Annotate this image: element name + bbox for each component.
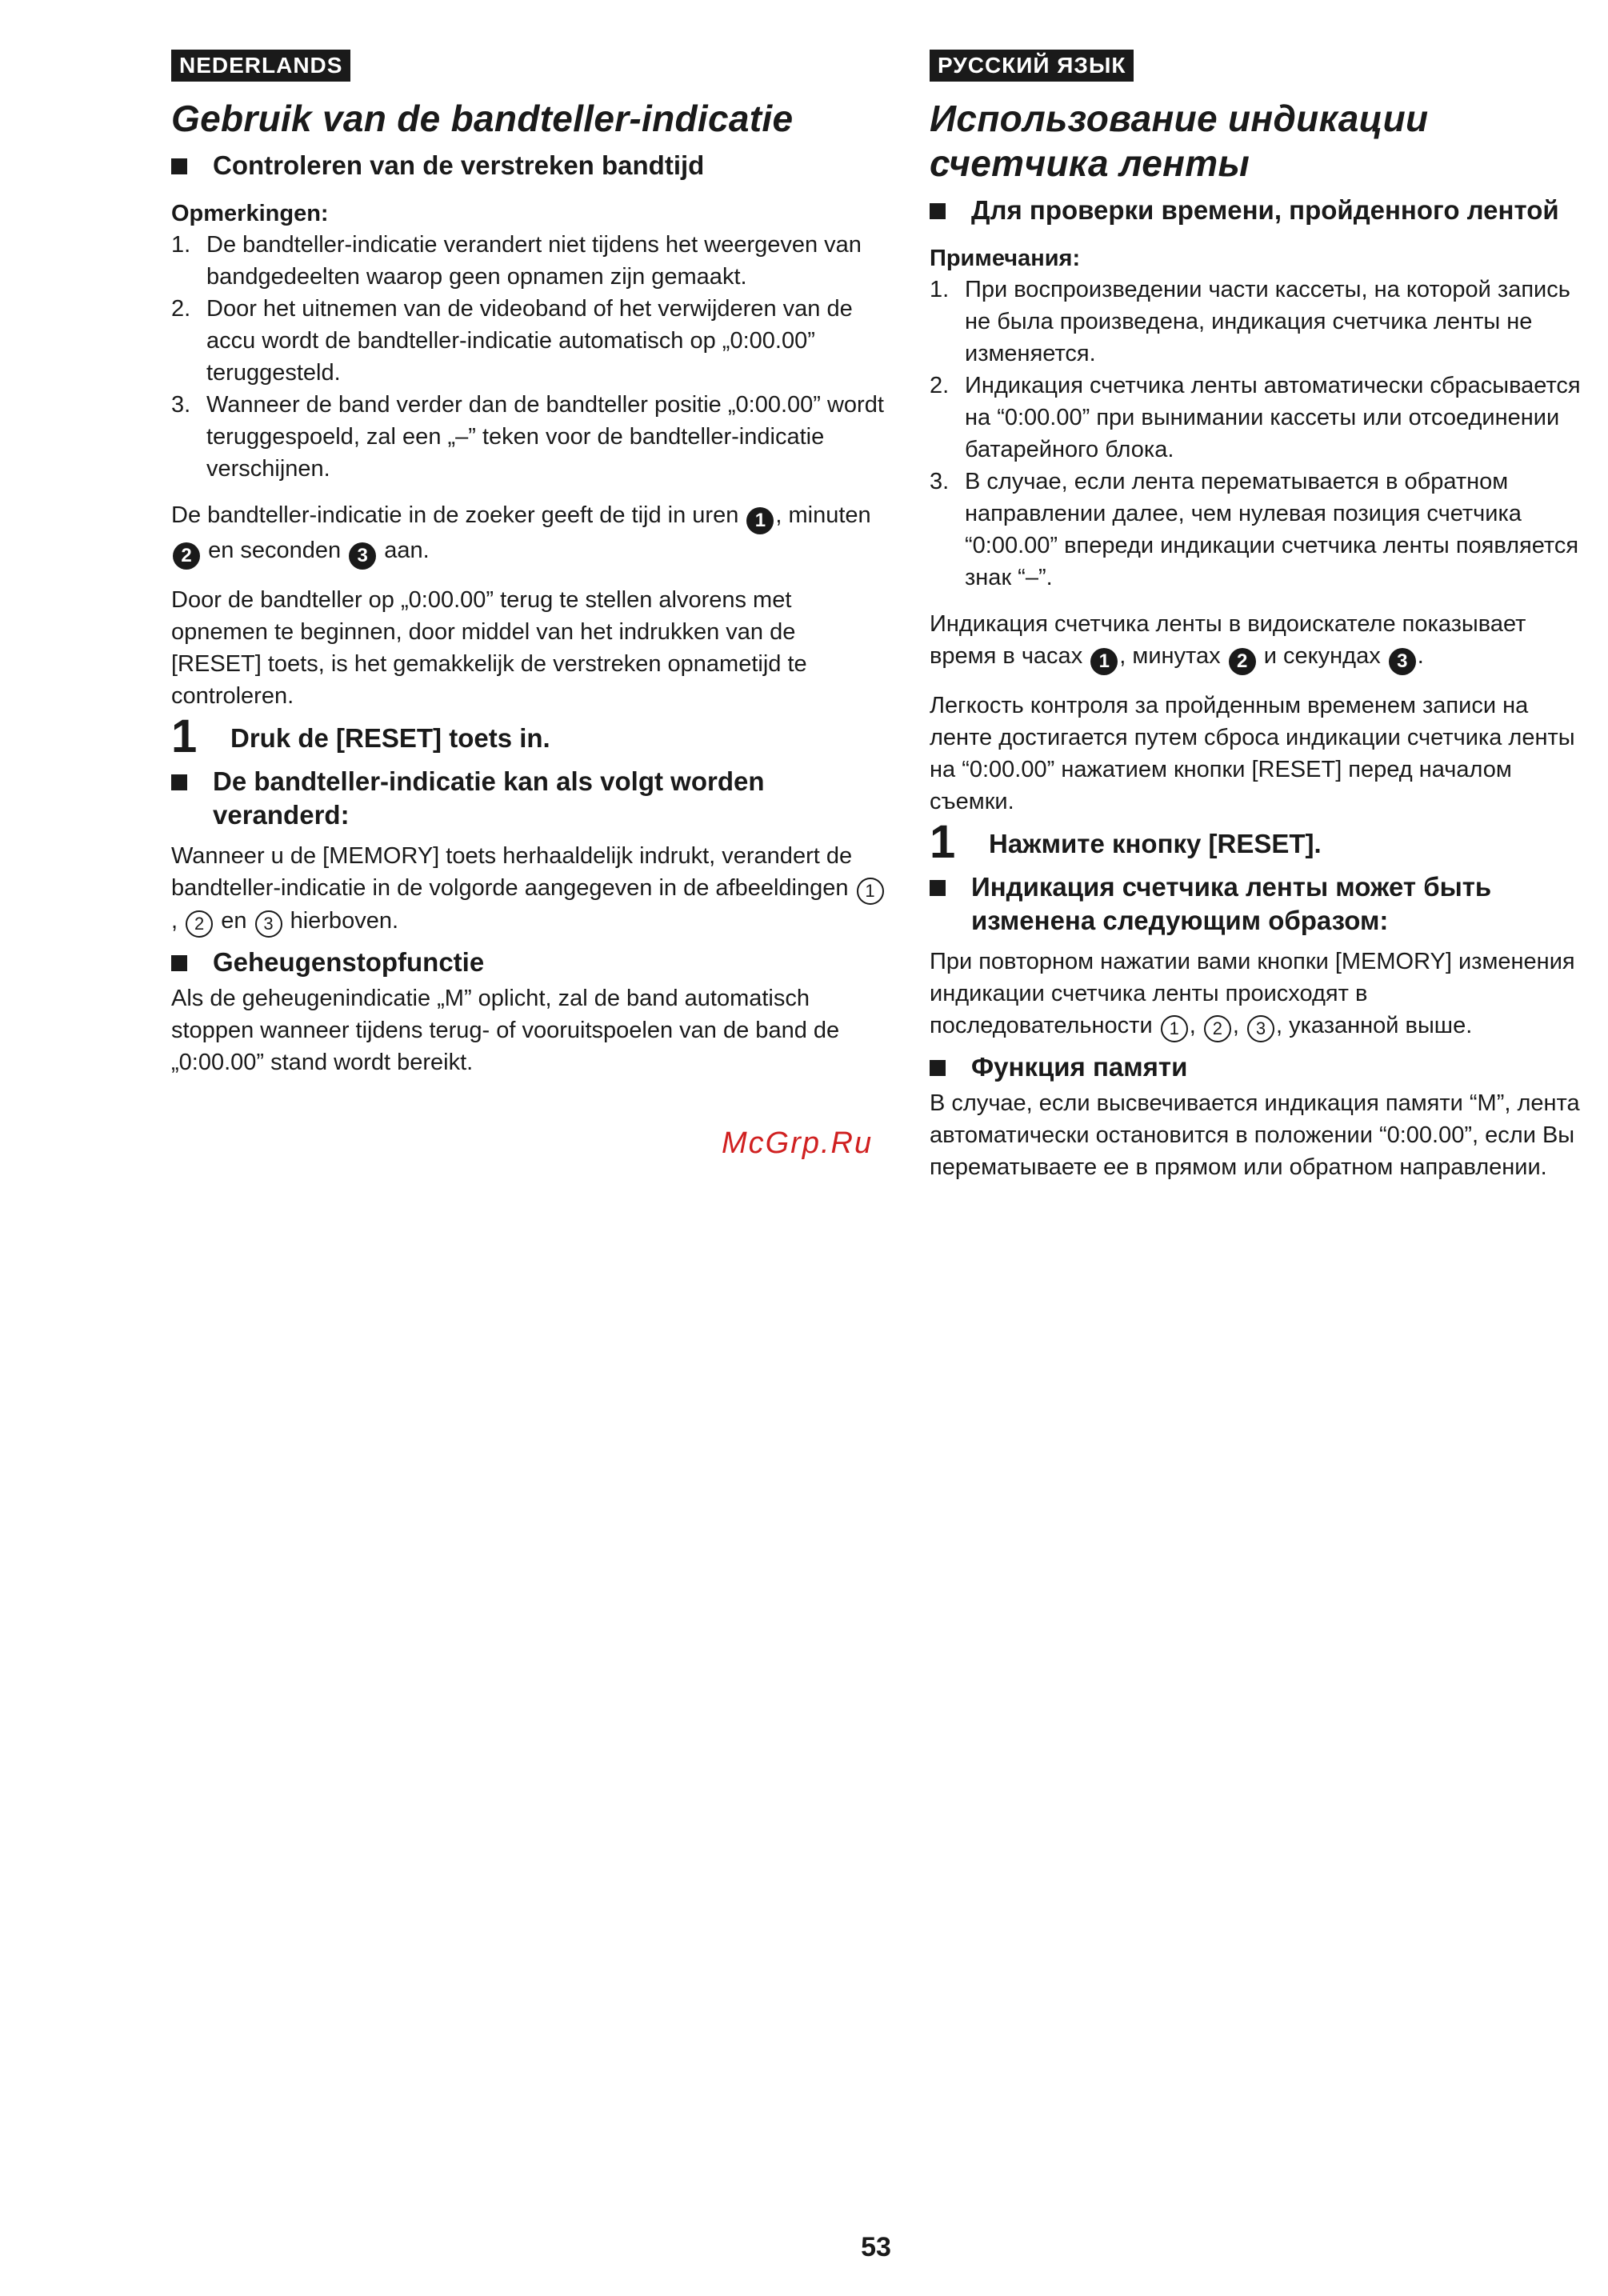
marker-3-icon: 3 [349, 542, 376, 570]
subheading-memory-stop [171, 946, 891, 979]
text-span: , [1189, 1013, 1196, 1038]
language-tab-russian: РУССКИЙ ЯЗЫК [930, 50, 1134, 82]
watermark: McGrp.Ru [722, 1126, 874, 1160]
circled-3-icon: 3 [255, 910, 282, 938]
notes-heading: Примечания: [930, 246, 1081, 271]
circled-2-icon: 2 [186, 910, 213, 938]
subheading-text: Функция памяти [971, 1052, 1188, 1082]
list-item [171, 229, 891, 293]
subheading-text: Для проверки времени, пройденного лентой [971, 195, 1559, 225]
text-span: , minuten [775, 502, 871, 528]
note-number: 1. [930, 277, 950, 302]
column-dutch [171, 50, 891, 1078]
text-span: При повторном нажатии вами кнопки [MEMORY] изменения индикации счетчика ленты происходят в последовательности [930, 949, 1575, 1038]
text-span: , указанной выше. [1275, 1013, 1473, 1038]
note-text: De bandteller-indicatie verandert niet tijdens het weergeven van bandgedeelten waarop geen opnamen zijn gemaakt. [206, 232, 862, 290]
list-item [171, 389, 891, 485]
bullet-square-icon [171, 158, 187, 174]
list-item [930, 370, 1586, 466]
step-text: Нажмите кнопку [RESET]. [989, 829, 1322, 858]
subheading-change-display [171, 765, 891, 832]
note-number: 2. [171, 296, 191, 322]
text-span: hierboven. [290, 908, 399, 934]
text-span: De bandteller-indicatie in de zoeker geeft de tijd in uren [171, 502, 739, 528]
text-span: en [221, 908, 247, 934]
column-russian [930, 50, 1586, 1183]
paragraph-memory-function: В случае, если высвечивается индикация памяти “M”, лента автоматически остановится в положении “0:00.00”, если Вы перематываете ее в прямом или обратном направлении. [930, 1090, 1580, 1180]
paragraph-memory-key [171, 840, 891, 938]
section-title: Использование индикации счетчика ленты [930, 98, 1429, 184]
bullet-square-icon [930, 880, 946, 896]
text-span: , минутах [1119, 643, 1221, 669]
circled-3-icon: 3 [1247, 1015, 1274, 1042]
notes-list [171, 229, 891, 485]
note-text: Индикация счетчика ленты автоматически сбрасывается на “0:00.00” при вынимании кассеты или отсоединении батарейного блока. [965, 373, 1581, 462]
note-text: В случае, если лента перематывается в обратном направлении далее, чем нулевая позиция счетчика “0:00.00” впереди индикации счетчика ленты появляется знак “–”. [965, 469, 1579, 590]
note-number: 2. [930, 373, 950, 398]
note-number: 3. [171, 392, 191, 418]
text-span: . [1417, 643, 1424, 669]
page-number: 53 [861, 2232, 891, 2262]
note-text: Wanneer de band verder dan de bandteller positie „0:00.00” wordt teruggespoeld, zal een „–” teken voor de bandteller-indicatie verschijnen. [206, 392, 884, 482]
language-tab-dutch: NEDERLANDS [171, 50, 350, 82]
circled-2-icon: 2 [1204, 1015, 1231, 1042]
step-1 [930, 816, 1586, 868]
note-number: 3. [930, 469, 950, 494]
marker-2-icon: 2 [173, 542, 200, 570]
section-title: Gebruik van de bandteller-indicatie [171, 98, 794, 139]
marker-1-icon: 1 [1090, 648, 1118, 675]
paragraph-memory-key [930, 946, 1586, 1042]
note-text: Door het uitnemen van de videoband of het verwijderen van de accu wordt de bandteller-indicatie automatisch op „0:00.00” teruggesteld. [206, 296, 853, 386]
subheading-change-display [930, 870, 1586, 938]
subheading-check-time [171, 149, 891, 182]
bullet-square-icon [930, 1060, 946, 1076]
circled-1-icon: 1 [1161, 1015, 1188, 1042]
step-text: Druk de [RESET] toets in. [230, 723, 550, 753]
list-item [171, 293, 891, 389]
note-text: При воспроизведении части кассеты, на которой запись не была произведена, индикация счетчика ленты не изменяется. [965, 277, 1570, 366]
paragraph-counter-display [930, 608, 1586, 675]
note-number: 1. [171, 232, 191, 258]
list-item [930, 466, 1586, 594]
list-item [930, 274, 1586, 370]
notes-list [930, 274, 1586, 594]
step-number: 1 [930, 816, 956, 868]
subheading-text: Geheugenstopfunctie [213, 947, 485, 977]
text-span: , [1232, 1013, 1239, 1038]
subheading-text: Индикация счетчика ленты может быть изменена следующим образом: [971, 872, 1492, 935]
bullet-square-icon [171, 955, 187, 971]
text-span: Wanneer u de [MEMORY] toets herhaaldelijk indrukt, verandert de bandteller-indicatie in de volgorde aangegeven in de afbeeldingen [171, 843, 853, 901]
bullet-square-icon [930, 203, 946, 219]
notes-heading: Opmerkingen: [171, 201, 329, 226]
text-span: aan. [384, 538, 430, 563]
marker-2-icon: 2 [1229, 648, 1256, 675]
text-span: en seconden [208, 538, 342, 563]
subheading-check-time [930, 194, 1586, 227]
step-number: 1 [171, 710, 198, 762]
bullet-square-icon [171, 774, 187, 790]
paragraph-memory-stop: Als de geheugenindicatie „M” oplicht, zal de band automatisch stoppen wanneer tijdens terug- of vooruitspoelen van de band de „0:00.00” stand wordt bereikt. [171, 986, 840, 1075]
subheading-memory-function [930, 1050, 1586, 1084]
subheading-text: De bandteller-indicatie kan als volgt worden veranderd: [213, 766, 765, 830]
subheading-text: Controleren van de verstreken bandtijd [213, 150, 705, 180]
paragraph-reset-info: Легкость контроля за пройденным временем записи на ленте достигается путем сброса индикации счетчика ленты на “0:00.00” нажатием кнопки [RESET] перед началом съемки. [930, 693, 1575, 814]
text-span: и секундах [1263, 643, 1381, 669]
paragraph-reset-info: Door de bandteller op „0:00.00” terug te stellen alvorens met opnemen te beginnen, door middel van het indrukken van de [RESET] toets, is het gemakkelijk de verstreken opnametijd te controleren. [171, 587, 807, 709]
paragraph-counter-display [171, 499, 891, 570]
circled-1-icon: 1 [857, 878, 884, 905]
step-1 [171, 710, 891, 762]
marker-1-icon: 1 [746, 507, 774, 534]
marker-3-icon: 3 [1389, 648, 1416, 675]
text-span: Индикация счетчика ленты в видоискателе показывает время в часах [930, 611, 1526, 669]
text-span: , [171, 908, 178, 934]
